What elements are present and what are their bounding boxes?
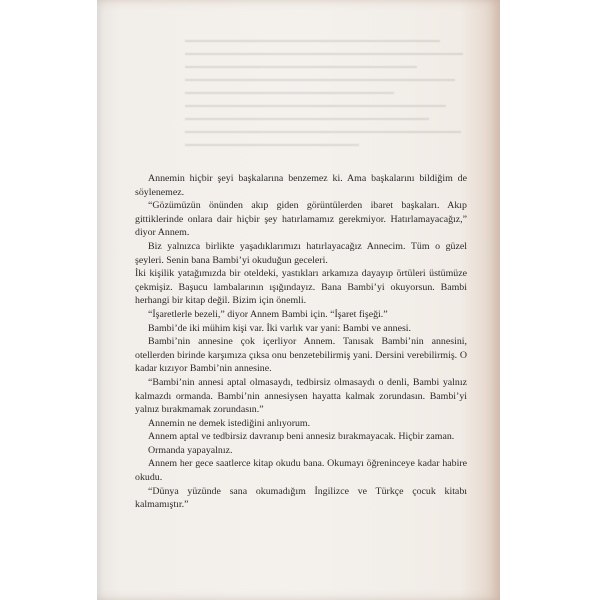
paragraph: Bambi’nin annesine çok içerliyor Annem. Tanısak Bambi’nin annesini, otellerden birinde karşımıza çıksa onu benzetebilirmiş yani. Dersini verebilirmiş. O kadar kızıyor Bambi’nin annesine. xyxy=(135,336,467,375)
paragraph: “İşaretlerle bezeli,” diyor Annem Bambi için. “İşaret fişeği.” xyxy=(148,308,388,320)
paragraph: “Gözümüzün önünden akıp giden görüntülerden ibaret başkaları. Akıp gittiklerinde onlara dair hiçbir şey hatırlamamız gerekmiyor. Hatırlamayacağız,” diyor Annem. xyxy=(135,200,467,239)
paragraph: Annemin hiçbir şeyi başkalarına benzemez ki. Ama başkalarını bildiğim de söylenemez. xyxy=(135,173,467,198)
paragraph: Bambi’de iki mühim kişi var. İki varlık var yani: Bambi ve annesi. xyxy=(148,322,412,334)
paragraph: Annemin ne demek istediğini anlıyorum. xyxy=(148,417,311,429)
paragraph: Biz yalnızca birlikte yaşadıklarımızı hatırlayacağız Annecim. Tüm o güzel şeyleri. Senin bana Bambi’yi okuduğun geceleri. xyxy=(135,240,467,266)
paragraph: “Bambi’nin annesi aptal olmasaydı, tedbirsiz olmasaydı o denli, Bambi yalnız kalmazdı ormanda. Bambi’nin annesiysen hayatta kalmak zorundasın. Bambi’yi yalnız bırakmamak zorundasın.” xyxy=(135,376,467,416)
paragraph: Annem aptal ve tedbirsiz davranıp beni annesiz bırakmayacak. Hiçbir zaman. xyxy=(148,431,455,443)
paragraph: Annem her gece saatlerce kitap okudu bana. Okumayı öğreninceye kadar habire okudu. xyxy=(135,458,467,484)
paragraph: İki kişilik yatağımızda bir oteldeki, yastıkları arkamıza dayayıp örtüleri üstümüze çekmişiz. Başucu lambalarının ışığındayız. Bana Bambi’yi okuyorsun. Bambi herhangi bir kitap değil. Bizim için önemli. xyxy=(135,268,467,307)
bleed-through-text xyxy=(185,40,475,175)
paragraph: Ormanda yapayalnız. xyxy=(148,444,233,456)
body-text xyxy=(135,172,467,512)
paragraph: “Dünya yüzünde sana okumadığım İngilizce ve Türkçe çocuk kitabı kalmamıştır.” xyxy=(135,485,467,511)
